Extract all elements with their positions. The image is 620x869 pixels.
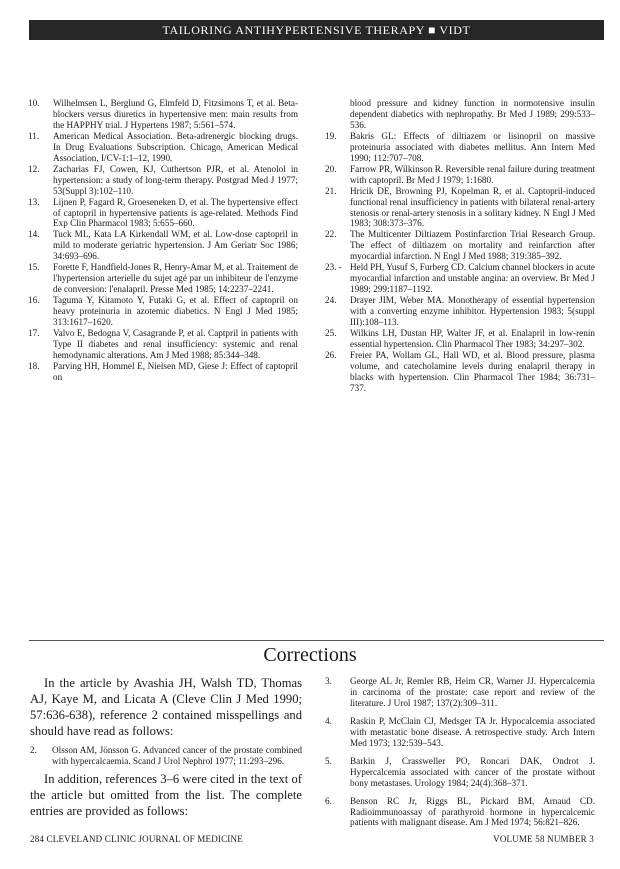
reference-continuation xyxy=(325,98,595,131)
reference-item xyxy=(325,676,595,709)
reference-item xyxy=(325,716,595,749)
reference-number: 17. xyxy=(28,328,40,339)
reference-text: Hricik DE, Browning PJ, Kopelman R, et al. Captopril-induced functional renal insufficiency in patients with bilateral renal-artery stenosis or renal-artery stenosis in a solitary kidney. N Engl J Med 1983; 308:373–376. xyxy=(350,185,595,229)
running-header xyxy=(29,20,604,40)
reference-number: 14. xyxy=(28,229,40,240)
reference-item xyxy=(325,350,595,394)
reference-item xyxy=(325,328,595,350)
reference-item xyxy=(325,186,595,230)
reference-number: 12. xyxy=(28,163,40,174)
reference-number: 20. xyxy=(325,163,337,174)
reference-item xyxy=(325,131,595,164)
reference-number: 25. xyxy=(325,328,337,339)
reference-item xyxy=(28,295,298,328)
reference-text: Held PH, Yusuf S, Furberg CD. Calcium channel blockers in acute myocardial infarction and unstable angina: an overview. Br Med J 1989; 299:1187–1192. xyxy=(350,262,595,295)
reference-text: Drayer JIM, Weber MA. Monotherapy of essential hypertension with a converting enzyme inhibitor. Hypertension 1983; 5(suppl III):108–113. xyxy=(350,295,595,328)
reference-text: blood pressure and kidney function in normotensive insulin dependent diabetics with nephropathy. Br Med J 1989; 299:533–536. xyxy=(350,98,595,130)
reference-text: Benson RC Jr, Riggs BL, Pickard BM, Arnaud CD. Radioimmunoassay of parathyroid hormone in hypercalcemic patients with malignant disease. Am J Med 1974; 56:821–826. xyxy=(350,795,595,828)
reference-number: 2. xyxy=(30,745,37,755)
reference-number: 11. xyxy=(28,130,40,141)
reference-number: 22. xyxy=(325,229,337,240)
reference-number: 21. xyxy=(325,185,337,196)
running-title: TAILORING ANTIHYPERTENSIVE THERAPY ■ VIDT xyxy=(162,23,471,37)
reference-text: Lijnen P, Fagard R, Groeseneken D, et al. The hypertensive effect of captopril in hypertensive patients is age-related. Methods Find Exp Clin Pharmacol 1983; 5:655–660. xyxy=(53,196,298,229)
reference-item xyxy=(28,262,298,295)
corrections-left-column xyxy=(30,675,302,819)
reference-number: 15. xyxy=(28,262,40,273)
reference-text: Valvo E, Bedogna V, Casagrande P, et al. Captpril in patients with Type II diabetes and renal insufficiency: systemic and renal hemodynamic alterations. Am J Med 1988; 85:344–348. xyxy=(53,328,298,360)
reference-text: Parving HH, Hommel E, Nielsen MD, Giese J: Effect of captopril on xyxy=(53,360,298,382)
section-divider xyxy=(29,640,604,641)
reference-text: Farrow PR, Wilkinson R. Reversible renal failure during treatment with captopril. Br Med J 1979; 1:1680. xyxy=(350,163,595,185)
footer-journal: 284 CLEVELAND CLINIC JOURNAL OF MEDICINE xyxy=(30,834,243,844)
reference-item xyxy=(28,361,298,383)
reference-number: 23. - xyxy=(325,262,342,273)
reference-item xyxy=(28,98,298,131)
reference-item xyxy=(28,197,298,230)
reference-item xyxy=(325,796,595,829)
reference-text: Zacharias FJ, Cowen, KJ, Cuthertson PJR, et al. Atenolol in hypertension: a study of long-term therapy. Postgrad Med J 1977; 53(Suppl 3):102–110. xyxy=(53,163,298,196)
references-right-column xyxy=(325,98,595,394)
reference-number: 10. xyxy=(28,98,40,108)
corrections-paragraph: In addition, references 3–6 were cited in the text of the article but omitted from the list. The complete entries are provided as follows: xyxy=(30,771,302,818)
reference-item xyxy=(28,229,298,262)
reference-number: 24. xyxy=(325,295,337,306)
reference-number: 4. xyxy=(325,715,332,726)
reference-text: Bakris GL: Effects of diltiazem or lisinopril on massive proteinuria associated with diabetes mellitus. Ann Intern Med 1990; 112:707–708. xyxy=(350,130,595,163)
reference-text: George AL Jr, Remler RB, Heim CR, Warner JJ. Hypercalcemia in carcinoma of the prostate: case report and review of the literature. J Urol 1987; 137(2):309–311. xyxy=(350,676,595,708)
reference-number: 5. xyxy=(325,755,332,766)
reference-number: 13. xyxy=(28,196,40,207)
reference-item xyxy=(325,164,595,186)
reference-number: 19. xyxy=(325,130,337,141)
reference-text: The Multicenter Diltiazem Postinfarction Trial Research Group. The effect of diltiazem on mortality and reinfarction after myocardial infarction. N Engl J Med 1988; 319:385–392. xyxy=(350,229,595,262)
footer-volume: VOLUME 58 NUMBER 3 xyxy=(493,834,594,844)
reference-text: Freier PA, Wollam GL, Hall WD, et al. Blood pressure, plasma volume, and catecholamine levels during enalapril therapy in blacks with hypertension. Clin Pharmacol Ther 1984; 36:731–737. xyxy=(350,349,595,393)
reference-number: 16. xyxy=(28,295,40,306)
reference-item xyxy=(325,295,595,328)
reference-text: Taguma Y, Kitamoto Y, Futaki G, et al. Effect of captopril on heavy proteinuria in azotemic diabetics. N Engl J Med 1985; 313:1617–1620. xyxy=(53,295,298,328)
reference-item xyxy=(325,262,595,295)
reference-text: Barkin J, Crassweller PO, Roncari DAK, Ondrot J. Hypercalcemia associated with cancer of the prostate without bony metastases. Urology 1984; 24(4):368–371. xyxy=(350,755,595,788)
references-left-column xyxy=(28,98,298,383)
reference-number: 3. xyxy=(325,676,332,686)
reference-text: Wilhelmsen L, Berglund G, Elmfeld D, Fitzsimons T, et al. Beta-blockers versus diuretics in hypertensive men: main results from the HAPPHY trial. J Hypertens 1987; 5:561–574. xyxy=(53,98,298,130)
reference-item xyxy=(28,164,298,197)
reference-item xyxy=(30,745,302,767)
reference-item xyxy=(28,328,298,361)
reference-item xyxy=(325,229,595,262)
reference-text: Raskin P, McClain CJ, Medsger TA Jr. Hypocalcemia associated with metastatic bone disease. A retrospective study. Arch Intern Med 1973; 132:539–543. xyxy=(350,715,595,748)
reference-item xyxy=(28,131,298,164)
corrections-title: Corrections xyxy=(263,644,357,666)
reference-number: 18. xyxy=(28,360,40,371)
corrections-paragraph: In the article by Avashia JH, Walsh TD, Thomas AJ, Kaye M, and Licata A (Cleve Clin J Med 1990; 57:636-638), reference 2 contained misspellings and should have read as follows: xyxy=(30,676,302,738)
reference-text: American Medical Association. Beta-adrenergic blocking drugs. In Drug Evaluations Subscription. Chicago, American Medical Association, I/CV-1:1–12, 1990. xyxy=(53,130,298,163)
reference-text: Forette F, Handfield-Jones R, Henry-Amar M, et al. Traitement de l'hypertension arterielle du sujet agé par un inhibiteur de l'enzyme de conversion: l'enalapril. Presse Med 1985; 14:2237–2241. xyxy=(53,262,298,295)
reference-number: 26. xyxy=(325,349,337,360)
reference-number: 6. xyxy=(325,795,332,806)
reference-item xyxy=(325,756,595,789)
reference-text: Olsson AM, Jönsson G. Advanced cancer of the prostate combined with hypercalcaemia. Scand J Urol Nephrol 1977; 11:293–296. xyxy=(52,745,302,766)
corrections-right-column xyxy=(325,676,595,835)
reference-text: Tuck ML, Kata LA Kirkendall WM, et al. Low-dose captopril in mild to moderate geriatric hypertension. J Am Geriatr Soc 1986; 34:693–696. xyxy=(53,229,298,262)
reference-text: Wilkins LH, Dustan HP, Walter JF, et al. Enalapril in low-renin essential hypertension. Clin Pharmacol Ther 1983; 34:297–302. xyxy=(350,328,595,349)
